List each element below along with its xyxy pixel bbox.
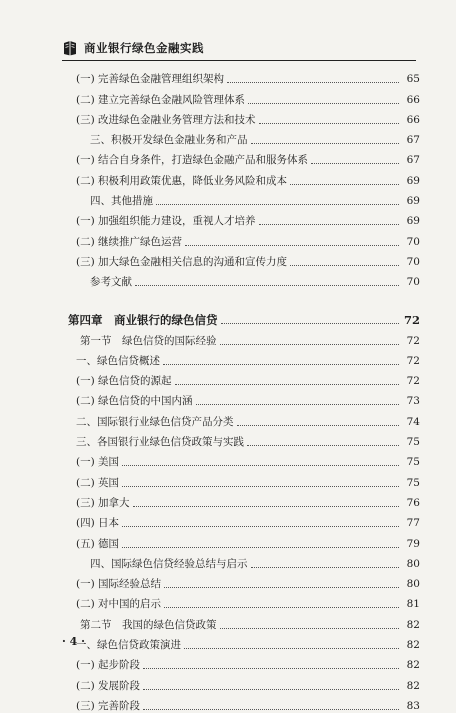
toc-entry-page: 69 [406, 215, 420, 228]
toc-entry-title: (一) 美国 [76, 456, 120, 469]
header-rule [62, 60, 416, 61]
dot-leader [143, 709, 399, 710]
toc-entry[interactable] [66, 530, 420, 550]
toc-entry[interactable] [66, 429, 420, 449]
toc-entry[interactable] [66, 591, 420, 611]
toc-entry[interactable] [66, 449, 420, 469]
toc-entry-page: 72 [406, 354, 420, 367]
dot-leader [220, 344, 400, 345]
dot-leader [248, 103, 399, 104]
dot-leader [122, 486, 399, 487]
toc-entry-title: (二) 英国 [76, 476, 120, 489]
dot-leader [220, 628, 400, 629]
toc-entry-page: 83 [406, 699, 420, 712]
toc-entry[interactable] [66, 632, 420, 652]
dot-leader [135, 285, 399, 286]
toc-entry-title: (二) 继续推广绿色运营 [76, 235, 183, 248]
toc-entry[interactable] [66, 127, 420, 147]
toc-entry-page: 75 [406, 436, 420, 449]
toc-entry-title: (三) 改进绿色金融业务管理方法和技术 [76, 113, 256, 126]
toc-entry[interactable] [66, 571, 420, 591]
dot-leader [164, 587, 399, 588]
dot-leader [237, 425, 400, 426]
toc-entry-title: (一) 加强组织能力建设，重视人才培养 [76, 215, 256, 228]
toc-entry-page: 75 [406, 456, 420, 469]
toc-entry-title: 第二节 我国的绿色信贷政策 [80, 618, 217, 631]
toc-entry-title: 三、各国银行业绿色信贷政策与实践 [76, 436, 244, 449]
toc-entry-page: 82 [406, 618, 420, 631]
toc-entry[interactable] [66, 147, 420, 167]
toc-entry[interactable] [66, 652, 420, 672]
dot-leader [122, 526, 399, 527]
toc-entry-page: 69 [406, 174, 420, 187]
toc-entry-page: 75 [406, 476, 420, 489]
toc-entry-page: 81 [406, 598, 420, 611]
dot-leader [290, 265, 399, 266]
toc-entry-title: 四、国际绿色信贷经验总结与启示 [90, 557, 248, 570]
toc-entry-title: 四、其他措施 [90, 195, 153, 208]
toc-entry-page: 82 [406, 679, 420, 692]
toc-entry-title: (一) 起步阶段 [76, 659, 141, 672]
toc-entry-page: 80 [406, 557, 420, 570]
toc-entry[interactable] [66, 551, 420, 571]
toc-entry[interactable] [66, 368, 420, 388]
toc-entry-title: (二) 绿色信贷的中国内涵 [76, 395, 193, 408]
toc-entry-title: (一) 国际经验总结 [76, 578, 162, 591]
running-header-title: 商业银行绿色金融实践 [84, 41, 204, 55]
toc-entry-page: 70 [406, 235, 420, 248]
toc-entry-page: 66 [406, 113, 420, 126]
toc-entry[interactable] [66, 469, 420, 489]
toc-entry[interactable] [66, 408, 420, 428]
dot-leader [164, 607, 399, 608]
toc-entry[interactable] [66, 208, 420, 228]
dot-leader [290, 184, 399, 185]
toc-entry-page: 67 [406, 154, 420, 167]
toc-entry-page: 72 [403, 313, 420, 328]
dot-leader [227, 82, 399, 83]
dot-leader [143, 668, 399, 669]
toc-entry[interactable] [66, 672, 420, 692]
toc-entry[interactable] [66, 388, 420, 408]
toc-entry-page: 74 [406, 415, 420, 428]
toc-entry-page: 70 [406, 255, 420, 268]
toc-entry[interactable] [66, 348, 420, 368]
dot-leader [133, 506, 399, 507]
toc-entry-page: 65 [406, 73, 420, 86]
toc-entry-title: 参考文献 [90, 276, 132, 289]
toc-entry-title: (四) 日本 [76, 517, 120, 530]
toc-entry[interactable] [66, 693, 420, 713]
toc-entry-page: 76 [406, 496, 420, 509]
toc-entry-title: (二) 建立完善绿色金融风险管理体系 [76, 93, 246, 106]
toc-entry-title: (三) 加大绿色金融相关信息的沟通和宣传力度 [76, 255, 288, 268]
dot-leader [122, 465, 399, 466]
dot-leader [163, 364, 399, 365]
toc-entry-page: 82 [406, 639, 420, 652]
dot-leader [196, 404, 399, 405]
dot-leader [122, 547, 399, 548]
toc-entry-page: 79 [406, 537, 420, 550]
table-of-contents [66, 66, 420, 713]
dot-leader [175, 384, 399, 385]
chapter-spacer [66, 289, 420, 299]
book-icon [62, 40, 78, 56]
toc-entry[interactable] [66, 107, 420, 127]
toc-entry-title: (二) 发展阶段 [76, 679, 141, 692]
dot-leader [251, 567, 400, 568]
toc-entry-title: (五) 德国 [76, 537, 120, 550]
toc-entry[interactable] [66, 611, 420, 631]
toc-entry[interactable] [66, 66, 420, 86]
toc-entry-page: 82 [406, 659, 420, 672]
running-header [62, 38, 416, 58]
toc-entry-title: (三) 加拿大 [76, 496, 130, 509]
toc-entry[interactable] [66, 249, 420, 269]
toc-entry-title: (一) 完善绿色金融管理组织架构 [76, 73, 225, 86]
toc-entry-page: 69 [406, 195, 420, 208]
toc-entry-page: 72 [406, 334, 420, 347]
toc-entry[interactable] [66, 299, 420, 327]
toc-entry-page: 73 [406, 395, 420, 408]
dot-leader [185, 245, 399, 246]
toc-entry[interactable] [66, 510, 420, 530]
toc-entry-title: 第四章 商业银行的绿色信贷 [68, 313, 218, 328]
toc-entry-title: 二、国际银行业绿色信贷产品分类 [76, 415, 234, 428]
toc-entry-title: (二) 积极利用政策优惠，降低业务风险和成本 [76, 174, 288, 187]
dot-leader [156, 204, 399, 205]
toc-entry[interactable] [66, 269, 420, 289]
toc-entry-page: 70 [406, 276, 420, 289]
toc-entry[interactable] [66, 86, 420, 106]
toc-entry-title: (一) 结合自身条件，打造绿色金融产品和服务体系 [76, 154, 309, 167]
toc-entry[interactable] [66, 188, 420, 208]
toc-entry-page: 66 [406, 93, 420, 106]
dot-leader [259, 224, 399, 225]
toc-entry-page: 77 [406, 517, 420, 530]
toc-entry-page: 80 [406, 578, 420, 591]
page-number: · 4 · [62, 635, 85, 648]
toc-entry-title: (一) 绿色信贷的源起 [76, 375, 172, 388]
toc-entry-title: 第一节 绿色信贷的国际经验 [80, 334, 217, 347]
dot-leader [311, 163, 399, 164]
dot-leader [184, 648, 399, 649]
dot-leader [221, 323, 400, 324]
dot-leader [259, 123, 399, 124]
toc-entry-page: 67 [406, 134, 420, 147]
toc-entry-title: 一、绿色信贷概述 [76, 354, 160, 367]
toc-entry[interactable] [66, 490, 420, 510]
dot-leader [143, 689, 399, 690]
dot-leader [247, 445, 399, 446]
toc-entry[interactable] [66, 228, 420, 248]
dot-leader [251, 143, 400, 144]
toc-entry-title: 一、绿色信贷政策演进 [76, 639, 181, 652]
toc-entry[interactable] [66, 327, 420, 347]
toc-entry-title: (二) 对中国的启示 [76, 598, 162, 611]
toc-entry-page: 72 [406, 375, 420, 388]
toc-entry-title: 三、积极开发绿色金融业务和产品 [90, 134, 248, 147]
toc-entry[interactable] [66, 167, 420, 187]
toc-entry-title: (三) 完善阶段 [76, 699, 141, 712]
